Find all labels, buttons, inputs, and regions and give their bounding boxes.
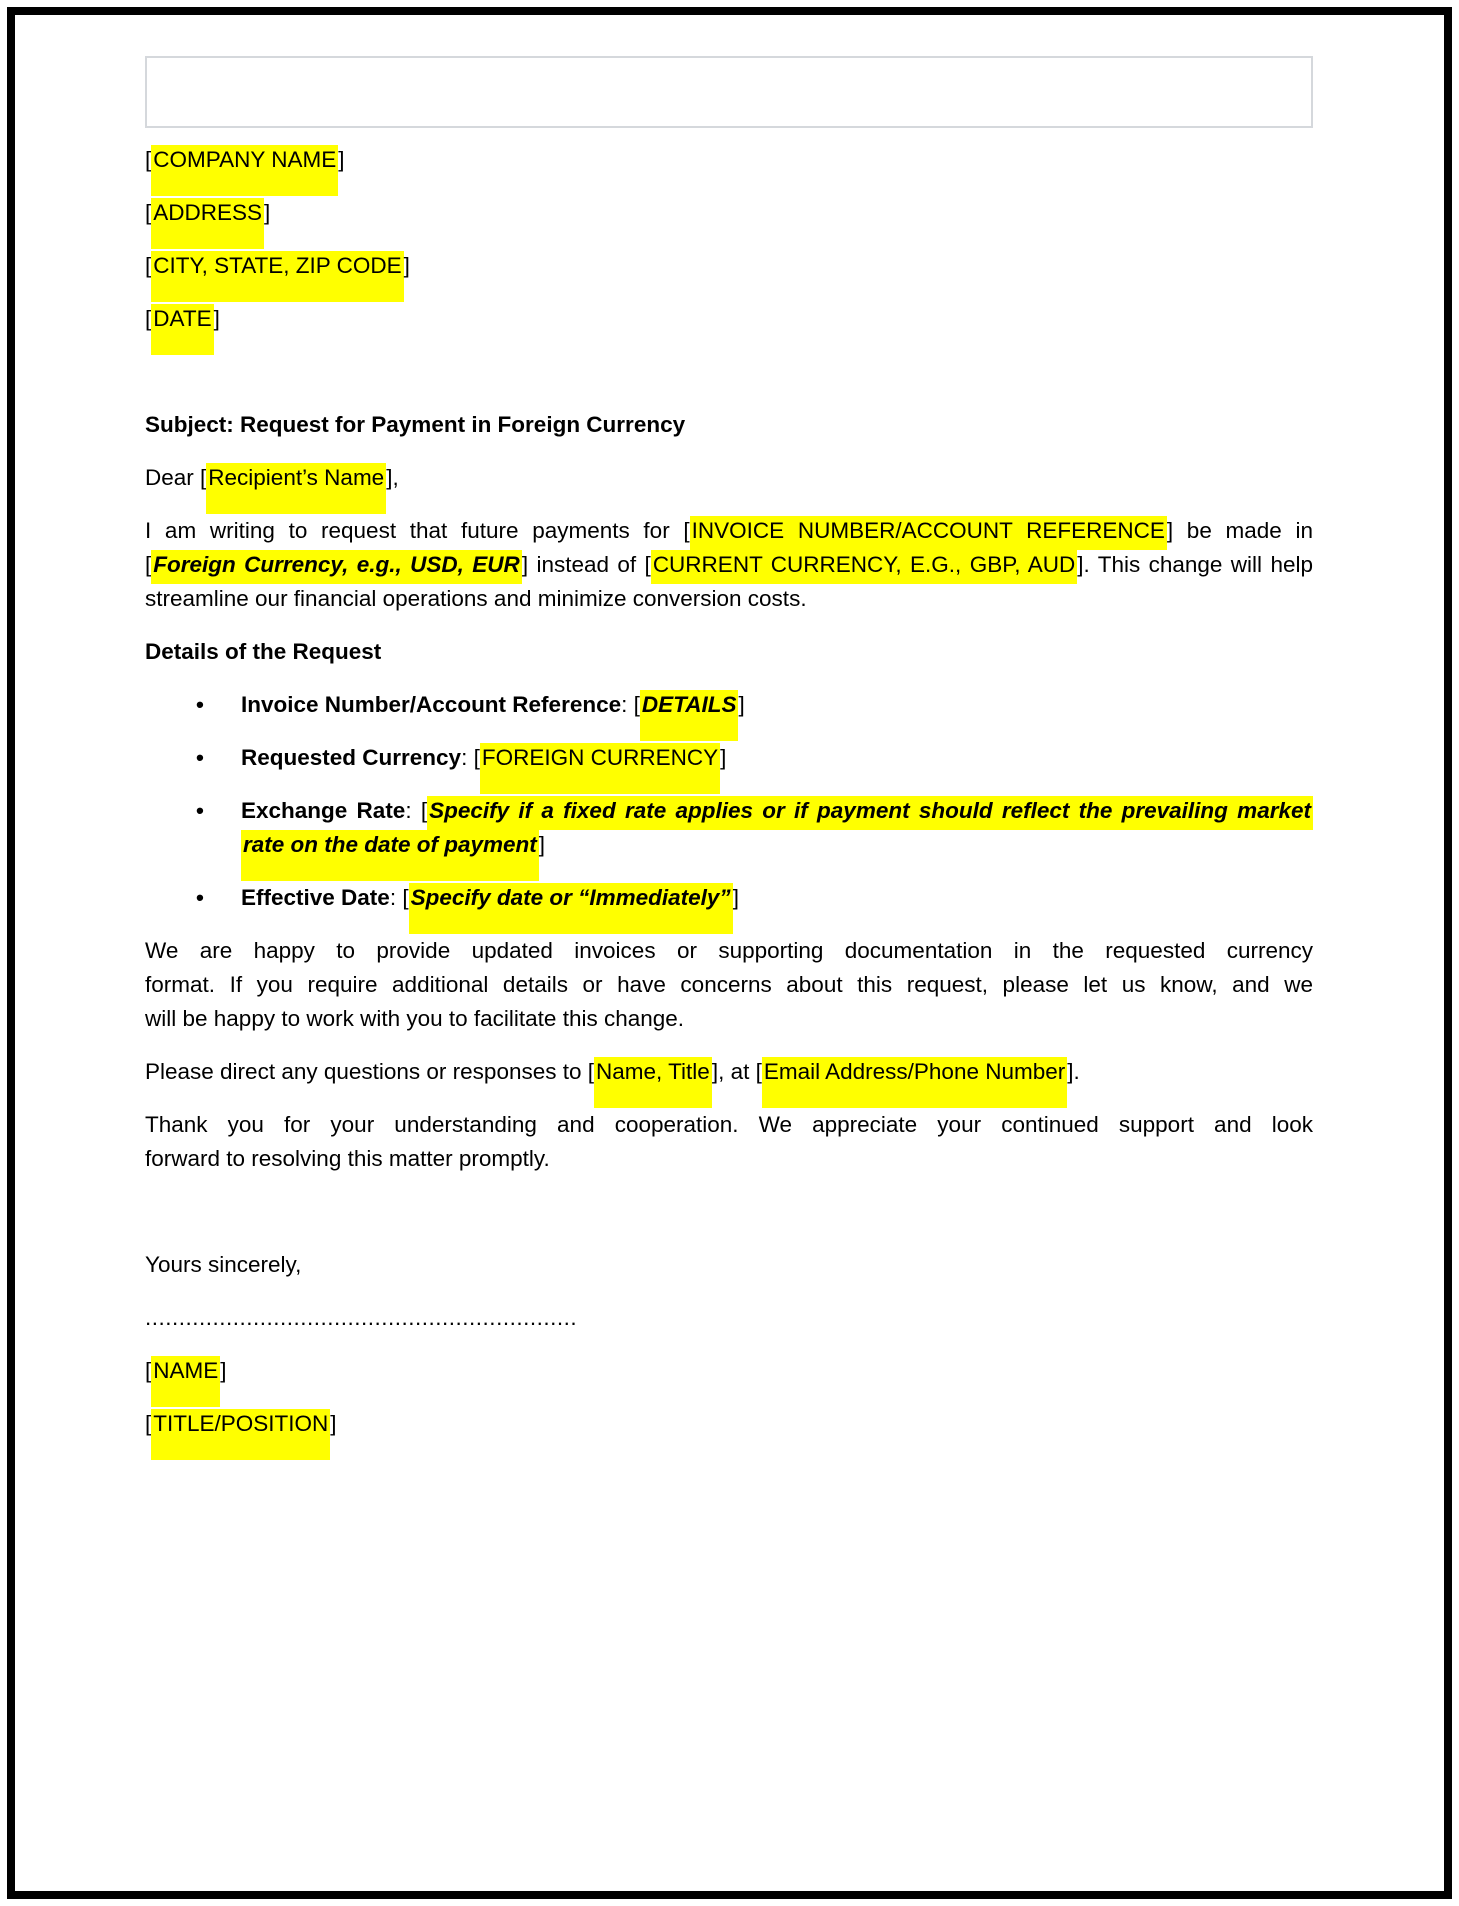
body-paragraph-2 — [145, 934, 1313, 1036]
bullet-effective-date — [145, 881, 1313, 915]
text-segment: ] — [720, 745, 727, 770]
bullet-line — [241, 794, 1313, 828]
paragraph-line — [145, 514, 1313, 548]
bullet-invoice-reference — [145, 688, 1313, 722]
date-line — [145, 302, 1313, 336]
bullet-icon: • — [196, 798, 204, 823]
bullet-icon: • — [196, 885, 204, 910]
text-segment: Thank you for your understanding and cooperation. We appreciate your continued support and look — [145, 1112, 1313, 1137]
text-segment: : [ — [405, 798, 428, 823]
text-segment: : [ — [621, 692, 640, 717]
placeholder-highlight[interactable]: COMPANY NAME — [151, 145, 338, 196]
closing-line — [145, 1248, 1313, 1282]
text-segment: We are happy to provide updated invoices or supporting documentation in the requested currency — [145, 938, 1313, 963]
body-paragraph-1 — [145, 514, 1313, 616]
text-segment: ] — [330, 1411, 337, 1436]
blank-line — [145, 1195, 1313, 1248]
text-segment: ], at [ — [711, 1059, 762, 1084]
logo-placeholder-box[interactable] — [145, 56, 1313, 128]
text-segment: format. If you require additional details or have concerns about this request, please let us know, and we — [145, 972, 1313, 997]
text-segment: ] — [213, 306, 220, 331]
bullet-line — [241, 828, 1313, 862]
text-segment: ] — [220, 1358, 227, 1383]
placeholder-highlight[interactable]: DATE — [151, 304, 213, 355]
bullet-line — [241, 688, 1313, 722]
text-segment: : [ — [389, 885, 409, 910]
text-segment: Details of the Request — [145, 639, 382, 664]
bullet-requested-currency — [145, 741, 1313, 775]
placeholder-highlight[interactable]: Name, Title — [594, 1057, 712, 1108]
subject-line — [145, 408, 1313, 442]
text-segment: Yours sincerely, — [145, 1252, 302, 1277]
city-state-zip-line — [145, 249, 1313, 283]
placeholder-highlight[interactable]: Specify date or “Immediately” — [409, 883, 733, 934]
text-segment: ], — [386, 465, 399, 490]
text-segment: will be happy to work with you to facilitate this change. — [145, 1006, 685, 1031]
text-segment: [ — [145, 147, 152, 172]
text-segment: ]. This change will help — [1077, 552, 1313, 577]
text-segment: ] — [338, 147, 345, 172]
blank-line — [145, 355, 1313, 408]
paragraph-line — [145, 968, 1313, 1002]
text-segment: [ — [145, 1411, 152, 1436]
text-segment: [ — [145, 253, 152, 278]
text-segment: ] — [264, 200, 271, 225]
letter-page — [7, 7, 1452, 1899]
bullet-icon: • — [196, 745, 204, 770]
signature-title-line — [145, 1407, 1313, 1441]
text-segment: Invoice Number/Account Reference — [241, 692, 622, 717]
text-segment: I am writing to request that future payments for [ — [145, 518, 690, 543]
text-segment: : [ — [461, 745, 480, 770]
text-segment: Dear [ — [145, 465, 207, 490]
placeholder-highlight[interactable]: rate on the date of payment — [241, 830, 539, 881]
address-line — [145, 196, 1313, 230]
text-segment: ] — [738, 692, 745, 717]
text-segment: [ — [145, 1358, 152, 1383]
placeholder-highlight[interactable]: Specify if a fixed rate applies or if payment should reflect the prevailing market — [427, 796, 1313, 830]
contact-line — [145, 1055, 1313, 1089]
company-name-line — [145, 143, 1313, 177]
body-paragraph-3 — [145, 1108, 1313, 1176]
bullet-line — [241, 741, 1313, 775]
text-segment: ................................................................ — [145, 1305, 578, 1330]
signature-dotted-line — [145, 1301, 1313, 1335]
signature-name-line — [145, 1354, 1313, 1388]
text-segment: streamline our financial operations and minimize conversion costs. — [145, 586, 807, 611]
text-segment: ]. — [1067, 1059, 1080, 1084]
placeholder-highlight[interactable]: DETAILS — [640, 690, 739, 741]
paragraph-line — [145, 1002, 1313, 1036]
text-segment: ] — [732, 885, 739, 910]
text-segment: [ — [145, 200, 152, 225]
details-heading — [145, 635, 1313, 669]
text-segment: [ — [145, 306, 152, 331]
text-segment: Subject: Request for Payment in Foreign Currency — [145, 412, 686, 437]
placeholder-highlight[interactable]: Recipient’s Name — [206, 463, 386, 514]
paragraph-line — [145, 548, 1313, 582]
placeholder-highlight[interactable]: TITLE/POSITION — [151, 1409, 330, 1460]
text-segment: Please direct any questions or responses to [ — [145, 1059, 595, 1084]
placeholder-highlight[interactable]: CURRENT CURRENCY, E.G., GBP, AUD — [651, 550, 1077, 584]
text-segment: Exchange Rate — [241, 798, 406, 823]
text-segment: [ — [145, 552, 152, 577]
text-segment: forward to resolving this matter promptly. — [145, 1146, 550, 1171]
placeholder-highlight[interactable]: CITY, STATE, ZIP CODE — [151, 251, 403, 302]
text-segment: ] — [403, 253, 410, 278]
paragraph-line — [145, 582, 1313, 616]
text-segment: Effective Date — [241, 885, 390, 910]
bullet-icon: • — [196, 692, 204, 717]
paragraph-line — [145, 1108, 1313, 1142]
bullet-line — [241, 881, 1313, 915]
placeholder-highlight[interactable]: NAME — [151, 1356, 220, 1407]
text-segment: ] instead of [ — [521, 552, 651, 577]
placeholder-highlight[interactable]: Foreign Currency, e.g., USD, EUR — [151, 550, 522, 584]
paragraph-line — [145, 1142, 1313, 1176]
salutation-line — [145, 461, 1313, 495]
bullet-exchange-rate — [145, 794, 1313, 862]
paragraph-line — [145, 934, 1313, 968]
placeholder-highlight[interactable]: INVOICE NUMBER/ACCOUNT REFERENCE — [690, 516, 1167, 550]
placeholder-highlight[interactable]: Email Address/Phone Number — [762, 1057, 1067, 1108]
placeholder-highlight[interactable]: ADDRESS — [151, 198, 264, 249]
text-segment: ] be made in — [1166, 518, 1314, 543]
placeholder-highlight[interactable]: FOREIGN CURRENCY — [480, 743, 720, 794]
text-segment: Requested Currency — [241, 745, 462, 770]
text-segment: ] — [538, 832, 546, 857]
